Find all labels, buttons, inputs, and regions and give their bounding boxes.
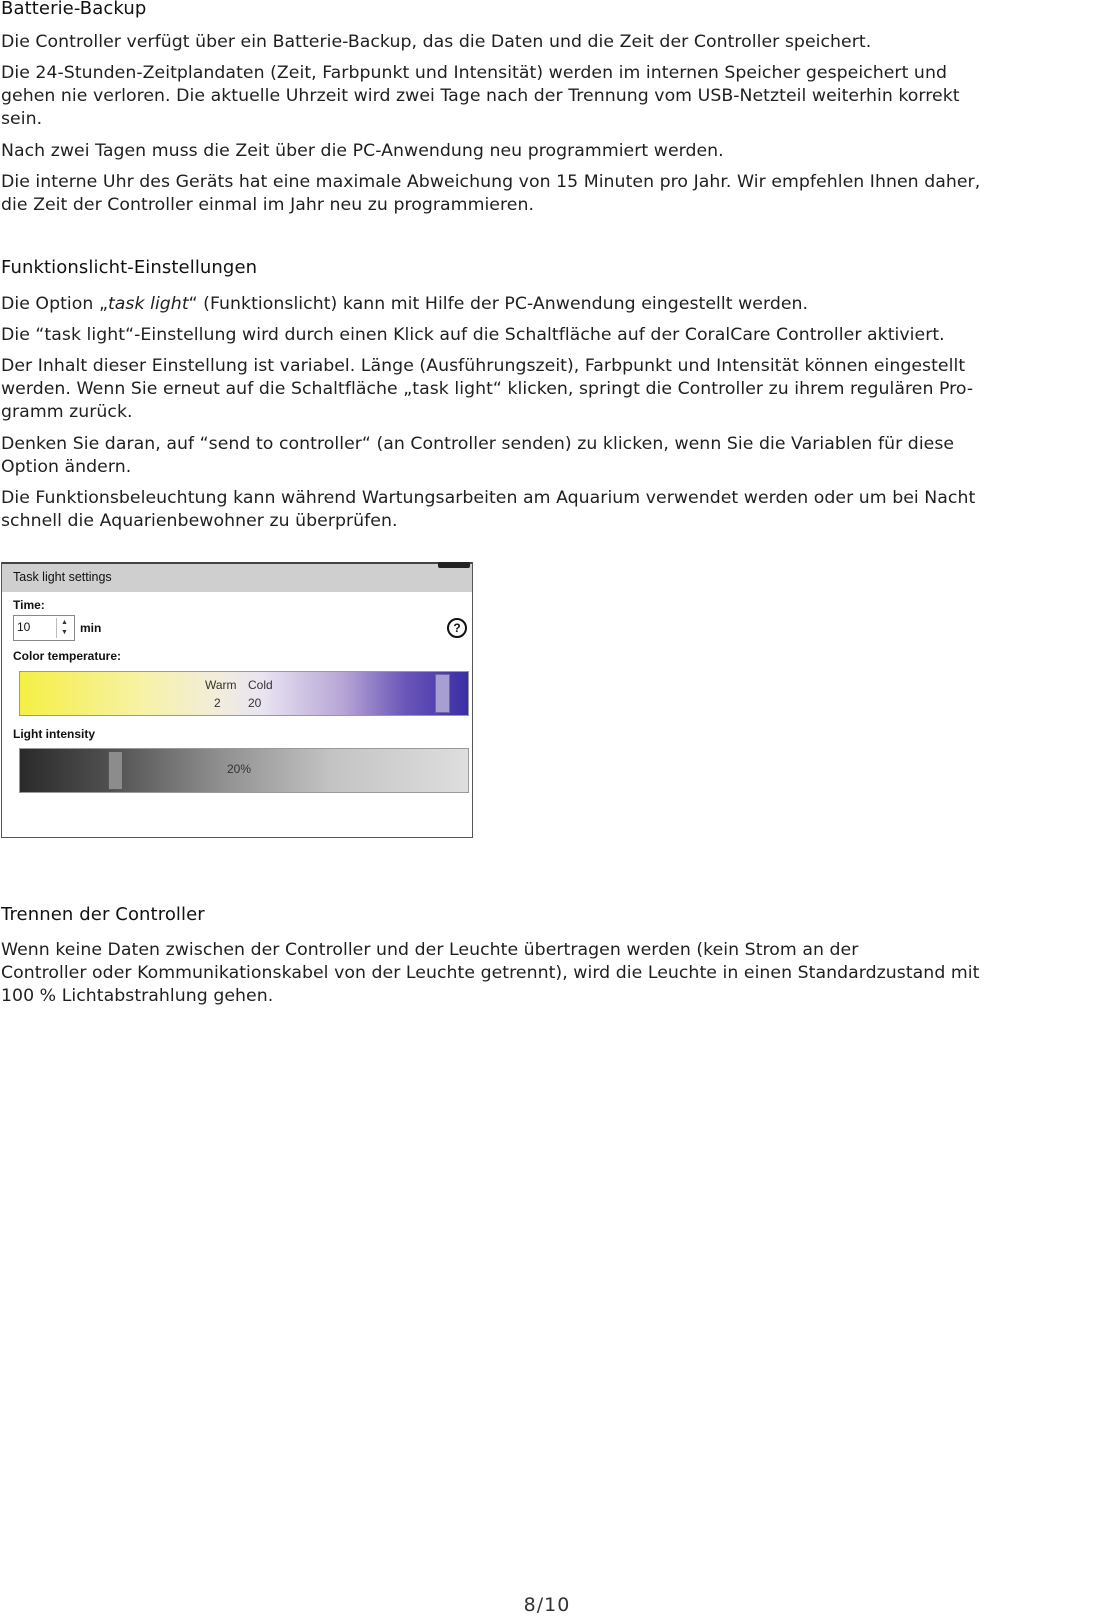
tasklight-paragraph-3-line-1: Der Inhalt dieser Einstellung ist variabel. Länge (Ausführungszeit), Farbpunkt und Intensität können eingestellt [1, 356, 966, 376]
disconnect-paragraph-line-2: Controller oder Kommunikationskabel von der Leuchte getrennt), wird die Leuchte in einen Standardzustand mit [1, 963, 980, 983]
time-value[interactable]: 10 [17, 620, 31, 634]
time-spinner[interactable] [56, 618, 72, 638]
light-intensity-value: 20% [227, 762, 252, 776]
warm-label: Warm [205, 678, 237, 692]
tasklight-paragraph-4-line-1: Denken Sie daran, auf “send to controller“ (an Controller senden) zu klicken, wenn Sie die Variablen für diese [1, 434, 955, 454]
tasklight-p1-text-a: Die Option „ [1, 294, 108, 314]
color-temperature-slider-handle[interactable] [435, 674, 450, 713]
battery-paragraph-2-line-2: gehen nie verloren. Die aktuelle Uhrzeit wird zwei Tage nach der Trennung vom USB-Netzteil weiterhin korrekt [1, 86, 960, 106]
task-light-settings-screenshot [1, 562, 473, 838]
time-stepper[interactable] [13, 615, 75, 641]
time-label: Time: [13, 598, 45, 612]
section-heading-tasklight: Funktionslicht-Einstellungen [1, 257, 258, 278]
battery-paragraph-3: Nach zwei Tagen muss die Zeit über die PC-Anwendung neu programmiert werden. [1, 141, 724, 161]
light-intensity-slider[interactable] [19, 748, 469, 793]
battery-paragraph-1: Die Controller verfügt über ein Batterie-Backup, das die Daten und die Zeit der Controller speichert. [1, 32, 872, 52]
time-unit-label: min [80, 621, 102, 635]
page-number: 8/10 [523, 1594, 571, 1616]
color-temperature-label: Color temperature: [13, 649, 122, 663]
spin-down-icon[interactable]: ▼ [61, 629, 68, 636]
battery-paragraph-4-line-1: Die interne Uhr des Geräts hat eine maximale Abweichung von 15 Minuten pro Jahr. Wir empfehlen Ihnen daher, [1, 172, 981, 192]
panel-title-bar [2, 562, 472, 592]
tasklight-paragraph-3-line-2: werden. Wenn Sie erneut auf die Schaltfläche „task light“ klicken, springt die Controller zu ihrem regulären Pro- [1, 379, 974, 399]
window-corner-fragment [438, 562, 470, 568]
battery-paragraph-2-line-1: Die 24-Stunden-Zeitplandaten (Zeit, Farbpunkt und Intensität) werden im internen Speicher gespeichert und [1, 63, 947, 83]
battery-paragraph-4-line-2: die Zeit der Controller einmal im Jahr neu zu programmieren. [1, 195, 534, 215]
cold-value: 20 [248, 696, 262, 710]
section-heading-disconnect: Trennen der Controller [1, 904, 205, 925]
help-icon[interactable]: ? [447, 618, 467, 638]
disconnect-paragraph-line-1: Wenn keine Daten zwischen der Controller und der Leuchte übertragen werden (kein Strom an der [1, 940, 859, 960]
tasklight-paragraph-5-line-1: Die Funktionsbeleuchtung kann während Wartungsarbeiten am Aquarium verwendet werden oder um bei Nacht [1, 488, 976, 508]
light-intensity-slider-handle[interactable] [108, 751, 123, 790]
tasklight-paragraph-4-line-2: Option ändern. [1, 457, 132, 477]
light-intensity-label: Light intensity [13, 727, 95, 741]
tasklight-p1-emphasis: task light [107, 294, 189, 314]
color-temperature-slider[interactable] [19, 671, 469, 716]
warm-value: 2 [214, 696, 221, 710]
tasklight-paragraph-3-line-3: gramm zurück. [1, 402, 133, 422]
tasklight-p1-text-b: “ (Funktionslicht) kann mit Hilfe der PC-Anwendung eingestellt werden. [188, 294, 809, 314]
tasklight-paragraph-2: Die “task light“-Einstellung wird durch einen Klick auf die Schaltfläche auf der CoralCare Controller aktiviert. [1, 325, 945, 345]
spin-up-icon[interactable]: ▲ [61, 619, 68, 626]
tasklight-paragraph-5-line-2: schnell die Aquarienbewohner zu überprüfen. [1, 511, 398, 531]
battery-paragraph-2-line-3: sein. [1, 109, 43, 129]
section-heading-battery: Batterie-Backup [1, 0, 147, 19]
panel-title: Task light settings [13, 570, 112, 584]
disconnect-paragraph-line-3: 100 % Lichtabstrahlung gehen. [1, 986, 274, 1006]
tasklight-paragraph-1 [1, 293, 808, 316]
cold-label: Cold [248, 678, 273, 692]
